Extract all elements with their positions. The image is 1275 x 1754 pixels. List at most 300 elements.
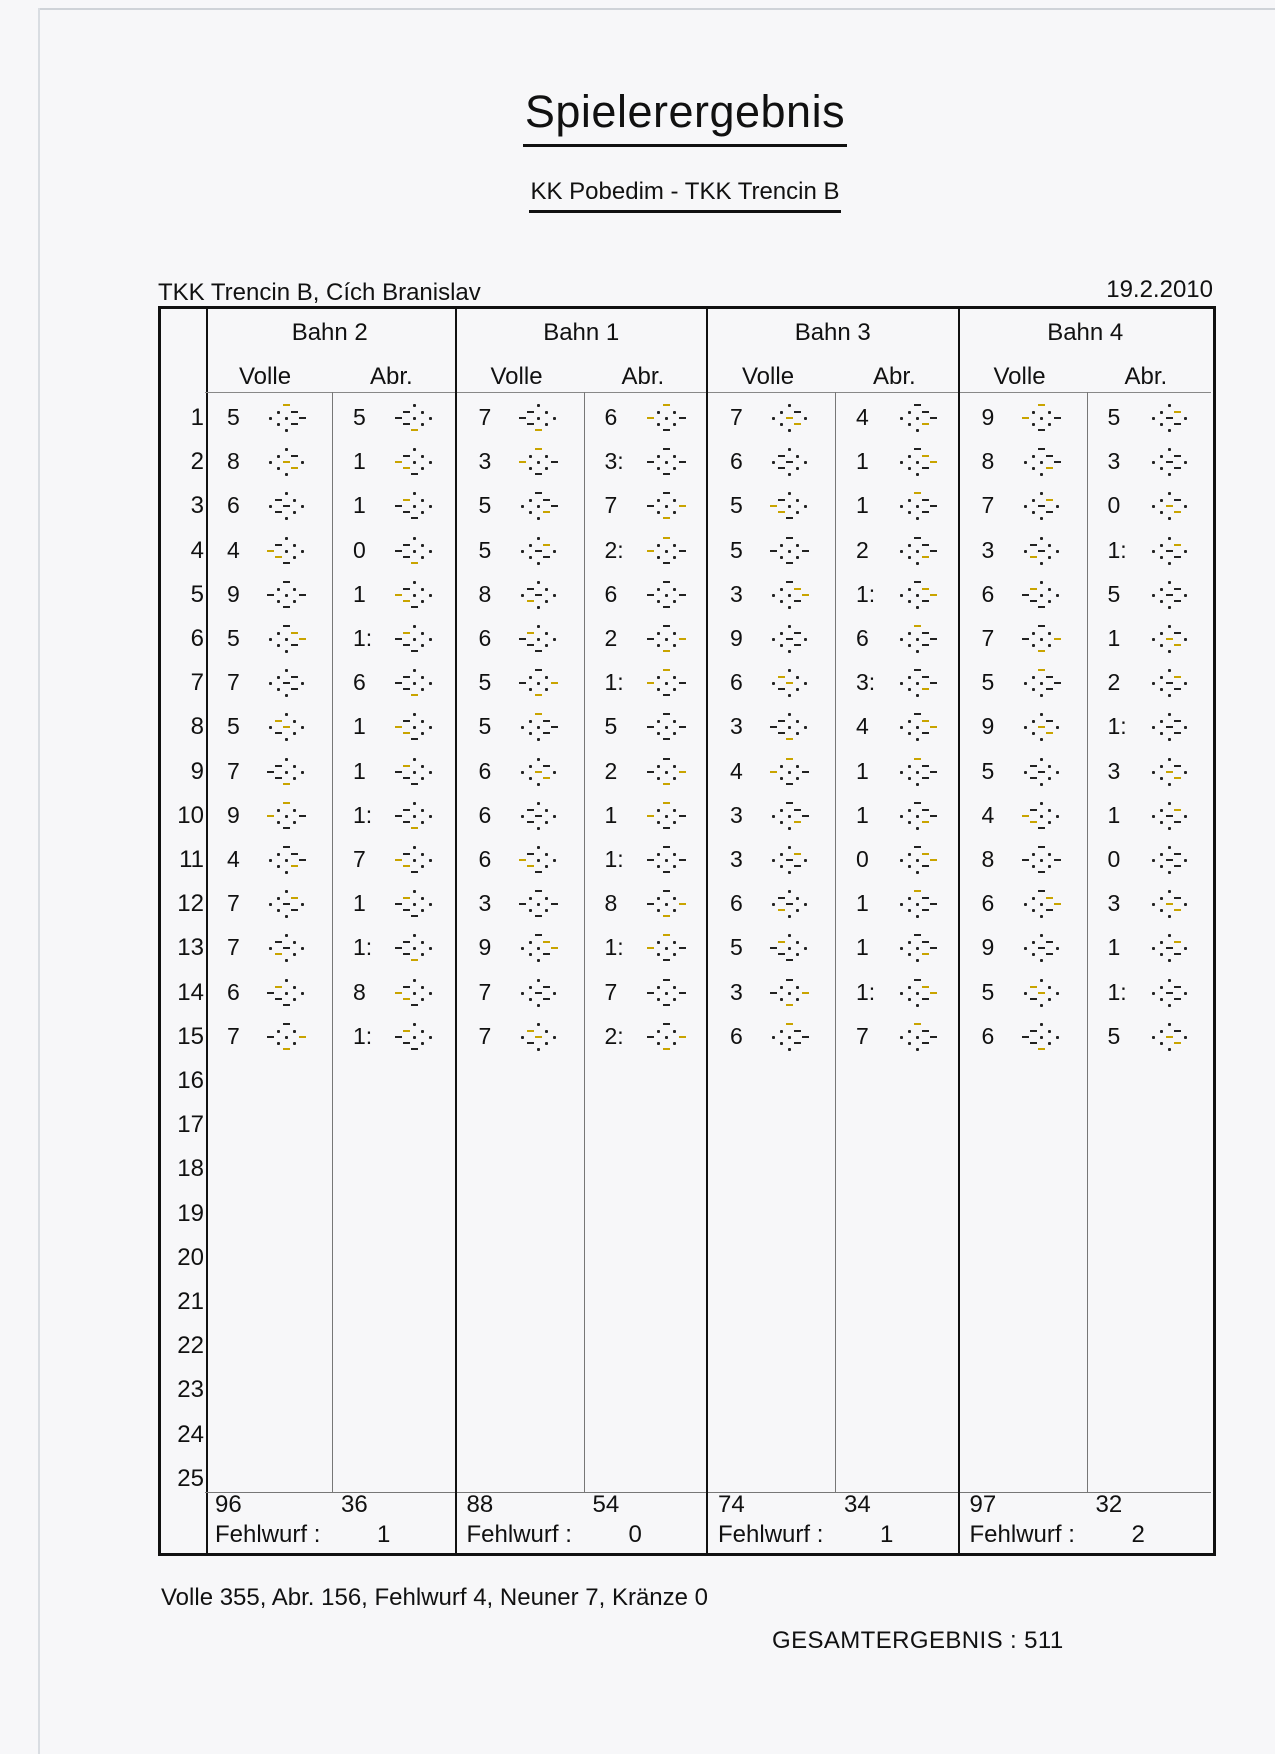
pin-diagram-icon	[267, 932, 307, 962]
abr-score: 6	[856, 625, 869, 651]
pin-diagram-icon	[519, 844, 559, 874]
pin-diagram-icon	[770, 402, 810, 432]
volle-header: Volle	[490, 363, 543, 390]
pin-diagram-icon	[519, 623, 559, 653]
volle-score: 4	[730, 757, 743, 784]
volle-score: 5	[478, 492, 492, 519]
abr-score: 1	[856, 492, 869, 519]
pin-diagram-icon	[770, 490, 810, 520]
abr-score: 6	[604, 404, 618, 430]
lane-3	[708, 309, 960, 1553]
pin-diagram-icon	[898, 535, 938, 565]
abr-score: 1:	[856, 580, 876, 607]
abr-score: 1	[353, 713, 366, 740]
abr-score: 1:	[1107, 536, 1127, 563]
abr-score: 1	[1107, 934, 1121, 961]
pin-diagram-icon	[267, 1021, 307, 1051]
match-date: 19.2.2010	[1106, 276, 1213, 303]
abr-score: 3:	[856, 669, 876, 696]
abr-score: 1	[856, 934, 869, 961]
pin-diagram-icon	[898, 1021, 938, 1051]
abr-score: 0	[856, 846, 869, 872]
volle-score: 6	[227, 978, 240, 1005]
lane-title: Bahn 4	[1047, 319, 1124, 346]
volle-score: 6	[730, 890, 743, 917]
pin-diagram-icon	[1150, 535, 1190, 565]
pin-diagram-icon	[395, 667, 435, 697]
abr-score: 1	[353, 492, 366, 519]
volle-score: 5	[227, 625, 240, 651]
volle-score: 9	[981, 404, 995, 430]
pin-diagram-icon	[1150, 1021, 1190, 1051]
pin-diagram-icon	[395, 756, 435, 786]
volle-score: 5	[227, 404, 240, 430]
pin-diagram-icon	[770, 977, 810, 1007]
header-divider	[457, 392, 707, 393]
volle-score: 5	[981, 669, 995, 696]
pin-diagram-icon	[647, 1021, 687, 1051]
volle-score: 5	[478, 713, 492, 740]
pin-diagram-icon	[898, 579, 938, 609]
row-number: 8	[190, 713, 204, 741]
abr-score: 0	[1107, 846, 1121, 872]
volle-score: 7	[227, 1022, 240, 1049]
pin-diagram-icon	[1022, 1021, 1062, 1051]
pin-diagram-icon	[395, 844, 435, 874]
pin-diagram-icon	[898, 711, 938, 741]
pin-diagram-icon	[395, 490, 435, 520]
page-title: Spielerergebnis	[523, 86, 847, 147]
abr-score: 1	[353, 448, 366, 475]
volle-score: 7	[478, 1022, 492, 1049]
pin-diagram-icon	[1022, 711, 1062, 741]
pin-diagram-icon	[1150, 756, 1190, 786]
pin-diagram-icon	[1150, 402, 1190, 432]
abr-score: 3:	[604, 448, 624, 475]
volle-score: 7	[730, 404, 743, 430]
lane-title: Bahn 1	[543, 319, 620, 346]
pin-diagram-icon	[647, 711, 687, 741]
pin-diagram-icon	[898, 490, 938, 520]
pin-diagram-icon	[395, 1021, 435, 1051]
abr-header: Abr.	[873, 363, 916, 390]
pin-diagram-icon	[1150, 667, 1190, 697]
pin-diagram-icon	[519, 888, 559, 918]
match-title-wrap	[0, 178, 1275, 213]
abr-score: 1:	[1107, 713, 1127, 740]
volle-score: 7	[981, 625, 995, 651]
pin-diagram-icon	[519, 490, 559, 520]
pin-diagram-icon	[647, 888, 687, 918]
volle-score: 6	[478, 801, 492, 828]
abr-score: 1	[856, 801, 869, 828]
pin-diagram-icon	[395, 446, 435, 476]
volle-score: 5	[730, 492, 743, 519]
volle-score: 9	[981, 713, 995, 740]
fehlwurf-count: 1	[880, 1521, 894, 1548]
volle-score: 8	[981, 448, 995, 475]
pin-diagram-icon	[519, 446, 559, 476]
volle-score: 6	[981, 1022, 995, 1049]
pin-diagram-icon	[1022, 667, 1062, 697]
volle-score: 5	[730, 934, 743, 961]
volle-score: 9	[981, 934, 995, 961]
abr-score: 4	[856, 713, 869, 740]
row-number: 10	[177, 801, 204, 829]
volle-score: 6	[478, 625, 492, 651]
abr-score: 2:	[604, 1022, 624, 1049]
pin-diagram-icon	[395, 623, 435, 653]
pin-diagram-icon	[647, 844, 687, 874]
pin-diagram-icon	[647, 756, 687, 786]
volle-score: 7	[227, 890, 240, 917]
volle-score: 9	[227, 801, 240, 828]
pin-diagram-icon	[770, 579, 810, 609]
abr-score: 1	[353, 890, 366, 917]
pin-diagram-icon	[770, 844, 810, 874]
pin-diagram-icon	[519, 667, 559, 697]
pin-diagram-icon	[647, 932, 687, 962]
pin-diagram-icon	[267, 888, 307, 918]
pin-diagram-icon	[647, 446, 687, 476]
pin-diagram-icon	[898, 800, 938, 830]
pin-diagram-icon	[770, 756, 810, 786]
row-number: 13	[177, 934, 204, 962]
pin-diagram-icon	[519, 579, 559, 609]
abr-total: 34	[844, 1491, 871, 1518]
volle-header: Volle	[239, 363, 292, 390]
volle-score: 3	[478, 890, 492, 917]
pin-diagram-icon	[267, 800, 307, 830]
fehlwurf-label: Fehlwurf :	[718, 1521, 824, 1548]
pin-diagram-icon	[395, 535, 435, 565]
volle-total: 97	[969, 1491, 997, 1518]
row-number: 21	[177, 1288, 204, 1315]
pin-diagram-icon	[770, 932, 810, 962]
column-divider	[332, 392, 333, 1493]
pin-diagram-icon	[395, 800, 435, 830]
pin-diagram-icon	[898, 888, 938, 918]
row-number: 24	[177, 1420, 204, 1448]
total-result: GESAMTERGEBNIS : 511	[772, 1627, 1064, 1654]
row-number: 22	[177, 1332, 204, 1360]
pin-diagram-icon	[267, 402, 307, 432]
row-number: 16	[177, 1067, 204, 1094]
column-divider	[835, 392, 836, 1493]
volle-header: Volle	[993, 363, 1046, 390]
page-title-wrap	[0, 86, 1275, 147]
abr-score: 5	[1107, 1022, 1121, 1049]
volle-score: 8	[478, 580, 492, 607]
pin-diagram-icon	[770, 535, 810, 565]
volle-score: 4	[227, 846, 240, 872]
pin-diagram-icon	[267, 623, 307, 653]
pin-diagram-icon	[1150, 844, 1190, 874]
pin-diagram-icon	[395, 888, 435, 918]
pin-diagram-icon	[1022, 623, 1062, 653]
pin-diagram-icon	[1022, 800, 1062, 830]
volle-score: 7	[478, 978, 492, 1005]
abr-score: 0	[1107, 492, 1121, 519]
volle-score: 5	[478, 536, 492, 563]
abr-score: 4	[856, 404, 869, 430]
pin-diagram-icon	[519, 1021, 559, 1051]
pin-diagram-icon	[267, 756, 307, 786]
abr-score: 1	[353, 580, 366, 607]
volle-score: 6	[478, 846, 492, 872]
volle-total: 74	[718, 1491, 745, 1518]
row-number: 5	[190, 580, 204, 608]
pin-diagram-icon	[1150, 800, 1190, 830]
pin-diagram-icon	[519, 535, 559, 565]
score-sheet	[158, 306, 1216, 1556]
pin-diagram-icon	[267, 711, 307, 741]
volle-header: Volle	[742, 363, 795, 390]
scan-edge	[40, 8, 1275, 10]
abr-score: 1:	[1107, 978, 1127, 1005]
pin-diagram-icon	[770, 1021, 810, 1051]
abr-score: 5	[1107, 580, 1121, 607]
pin-diagram-icon	[1022, 844, 1062, 874]
sum-divider	[960, 1492, 1212, 1493]
volle-score: 4	[227, 536, 240, 563]
pin-diagram-icon	[1150, 579, 1190, 609]
abr-total: 32	[1095, 1491, 1123, 1518]
abr-score: 1:	[353, 1022, 373, 1049]
pin-diagram-icon	[898, 402, 938, 432]
lane-1	[205, 309, 457, 1553]
abr-header: Abr.	[621, 363, 665, 390]
pin-diagram-icon	[1022, 932, 1062, 962]
abr-score: 1	[1107, 625, 1121, 651]
abr-score: 2	[1107, 669, 1121, 696]
abr-score: 7	[604, 492, 618, 519]
abr-score: 1	[856, 890, 869, 917]
sum-divider	[205, 1492, 455, 1493]
abr-score: 1	[604, 801, 618, 828]
pin-diagram-icon	[1150, 490, 1190, 520]
abr-score: 8	[604, 890, 618, 917]
player-name: TKK Trencin B, Cích Branislav	[158, 279, 481, 306]
lane-2	[457, 309, 709, 1553]
pin-diagram-icon	[395, 402, 435, 432]
volle-score: 9	[478, 934, 492, 961]
pin-diagram-icon	[395, 711, 435, 741]
abr-header: Abr.	[370, 363, 413, 390]
pin-diagram-icon	[770, 711, 810, 741]
row-number: 14	[177, 978, 204, 1006]
pin-diagram-icon	[519, 800, 559, 830]
pin-diagram-icon	[647, 402, 687, 432]
abr-score: 5	[1107, 404, 1121, 430]
pin-diagram-icon	[1022, 402, 1062, 432]
pin-diagram-icon	[1022, 579, 1062, 609]
volle-score: 6	[730, 1022, 743, 1049]
abr-score: 3	[1107, 890, 1121, 917]
volle-score: 6	[981, 890, 995, 917]
row-number: 11	[179, 846, 204, 873]
abr-score: 3	[1107, 448, 1121, 475]
row-number: 15	[177, 1022, 204, 1050]
pin-diagram-icon	[898, 844, 938, 874]
pin-diagram-icon	[770, 667, 810, 697]
pin-diagram-icon	[519, 711, 559, 741]
pin-diagram-icon	[898, 446, 938, 476]
pin-diagram-icon	[898, 756, 938, 786]
row-number: 4	[190, 536, 204, 564]
fehlwurf-label: Fehlwurf :	[466, 1521, 572, 1548]
row-number: 6	[190, 625, 204, 652]
pin-diagram-icon	[519, 756, 559, 786]
pin-diagram-icon	[1150, 888, 1190, 918]
volle-score: 8	[981, 846, 995, 872]
volle-score: 8	[227, 448, 240, 475]
volle-score: 9	[227, 580, 240, 607]
abr-score: 5	[604, 713, 618, 740]
volle-score: 3	[730, 580, 743, 607]
abr-score: 8	[353, 978, 366, 1005]
abr-score: 1	[1107, 801, 1121, 828]
pin-diagram-icon	[267, 977, 307, 1007]
abr-score: 0	[353, 536, 366, 563]
pin-diagram-icon	[267, 579, 307, 609]
pin-diagram-icon	[898, 977, 938, 1007]
header-divider	[960, 392, 1212, 393]
pin-diagram-icon	[1150, 711, 1190, 741]
abr-score: 2	[856, 536, 869, 563]
fehlwurf-count: 1	[377, 1521, 391, 1548]
abr-score: 1	[856, 448, 869, 475]
pin-diagram-icon	[519, 932, 559, 962]
volle-score: 3	[730, 713, 743, 740]
pin-diagram-icon	[395, 932, 435, 962]
pin-diagram-icon	[1022, 490, 1062, 520]
lane-title: Bahn 2	[291, 319, 368, 346]
abr-score: 1:	[353, 934, 373, 961]
row-number: 23	[177, 1376, 204, 1404]
fehlwurf-count: 2	[1131, 1521, 1145, 1548]
abr-score: 5	[353, 404, 366, 430]
abr-score: 1	[856, 757, 869, 784]
row-number: 12	[177, 890, 204, 918]
abr-score: 2:	[604, 536, 624, 563]
pin-diagram-icon	[1150, 446, 1190, 476]
pin-diagram-icon	[519, 402, 559, 432]
pin-diagram-icon	[395, 977, 435, 1007]
row-number: 9	[190, 757, 204, 785]
summary-line: Volle 355, Abr. 156, Fehlwurf 4, Neuner 7, Kränze 0	[161, 1584, 709, 1611]
fehlwurf-label: Fehlwurf :	[215, 1521, 321, 1548]
header-divider	[205, 392, 455, 393]
volle-score: 5	[981, 978, 995, 1005]
pin-diagram-icon	[647, 579, 687, 609]
volle-score: 7	[227, 757, 240, 784]
abr-score: 7	[856, 1022, 869, 1049]
column-divider	[584, 392, 585, 1493]
volle-score: 4	[981, 801, 995, 828]
pin-diagram-icon	[770, 800, 810, 830]
volle-score: 6	[981, 580, 995, 607]
pin-diagram-icon	[898, 623, 938, 653]
volle-score: 5	[227, 713, 240, 740]
volle-score: 6	[730, 669, 743, 696]
abr-score: 1:	[353, 625, 373, 651]
abr-score: 1:	[604, 934, 624, 961]
fehlwurf-count: 0	[628, 1521, 642, 1548]
pin-diagram-icon	[1022, 756, 1062, 786]
pin-diagram-icon	[267, 490, 307, 520]
pin-diagram-icon	[1150, 932, 1190, 962]
volle-score: 6	[478, 757, 492, 784]
pin-diagram-icon	[647, 800, 687, 830]
abr-score: 6	[604, 580, 618, 607]
volle-score: 3	[730, 846, 743, 872]
volle-score: 7	[227, 934, 240, 961]
volle-score: 5	[981, 757, 995, 784]
row-number: 20	[177, 1243, 204, 1271]
header-divider	[708, 392, 958, 393]
row-number: 3	[190, 492, 204, 520]
abr-score: 1:	[856, 978, 876, 1005]
row-number: 17	[177, 1111, 204, 1139]
pin-diagram-icon	[1022, 535, 1062, 565]
abr-score: 1	[353, 757, 366, 784]
pin-diagram-icon	[770, 446, 810, 476]
volle-total: 96	[215, 1491, 242, 1518]
abr-score: 2	[604, 757, 618, 784]
pin-diagram-icon	[647, 667, 687, 697]
pin-diagram-icon	[1150, 623, 1190, 653]
pin-diagram-icon	[267, 844, 307, 874]
abr-total: 36	[341, 1491, 368, 1518]
pin-diagram-icon	[1022, 446, 1062, 476]
abr-total: 54	[592, 1491, 620, 1518]
pin-diagram-icon	[647, 535, 687, 565]
volle-score: 3	[981, 536, 995, 563]
pin-diagram-icon	[770, 623, 810, 653]
row-number-column	[161, 309, 208, 1553]
lane-title: Bahn 3	[794, 319, 871, 346]
abr-score: 1:	[604, 669, 624, 696]
abr-score: 1:	[353, 801, 373, 828]
pin-diagram-icon	[1150, 977, 1190, 1007]
column-divider	[1087, 392, 1088, 1493]
volle-score: 6	[227, 492, 240, 519]
row-number: 18	[177, 1155, 204, 1183]
match-title: KK Pobedim - TKK Trencin B	[529, 178, 840, 213]
volle-score: 3	[730, 978, 743, 1005]
sum-divider	[457, 1492, 707, 1493]
abr-score: 6	[353, 669, 366, 696]
abr-score: 2	[604, 625, 618, 651]
pin-diagram-icon	[395, 579, 435, 609]
row-number: 1	[190, 404, 204, 431]
pin-diagram-icon	[898, 932, 938, 962]
volle-score: 3	[730, 801, 743, 828]
row-number: 2	[190, 448, 204, 476]
volle-score: 7	[478, 404, 492, 430]
pin-diagram-icon	[647, 977, 687, 1007]
volle-score: 5	[730, 536, 743, 563]
row-number: 7	[190, 669, 204, 697]
abr-score: 7	[353, 846, 366, 872]
abr-header: Abr.	[1124, 363, 1168, 390]
pin-diagram-icon	[1022, 977, 1062, 1007]
pin-diagram-icon	[267, 535, 307, 565]
pin-diagram-icon	[1022, 888, 1062, 918]
pin-diagram-icon	[647, 623, 687, 653]
lane-4	[960, 309, 1212, 1553]
